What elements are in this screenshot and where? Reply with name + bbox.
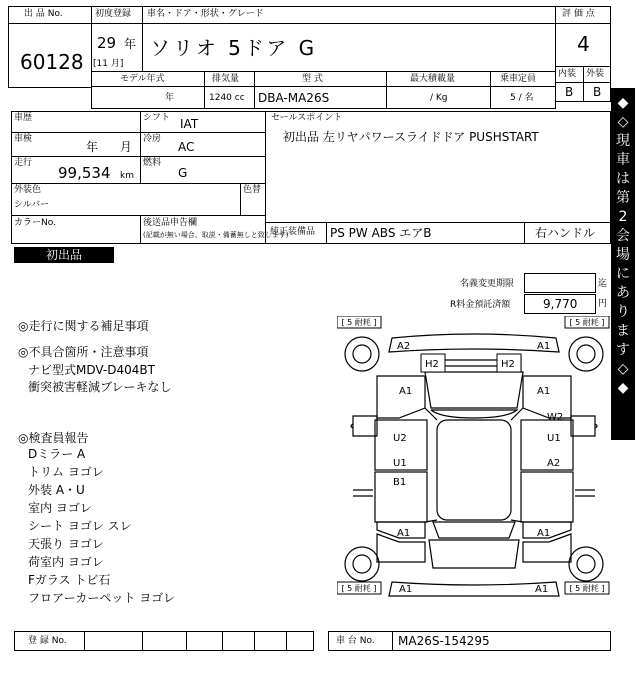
lot-label: 出 品 No. [24,9,63,19]
color-no-label: カラーNo. [14,218,56,228]
year-unit: 年 [124,37,137,51]
defect-item: ナビ型式MDV-D404BT [28,363,155,377]
recycle-label: R料金預託済額 [450,300,511,310]
first-listing-badge-text: 初出品 [46,248,83,262]
displacement-label: 排気量 [212,74,240,84]
damage-mark: H2 [425,359,439,370]
type-label: 型 式 [302,74,323,84]
exterior-label: 外装 [586,69,605,79]
displacement: 1240 cc [209,93,245,103]
damage-mark: A1 [537,528,551,539]
ac-value: AC [178,140,195,154]
damage-mark: U2 [393,433,407,444]
chassis-number: MA26S-154295 [398,634,490,648]
name-change-field [524,273,596,293]
aftermarket-note: (記載が無い場合、取説・備蓄無しと致します) [143,231,289,239]
inspector-item: トリム ヨゴレ [28,465,104,479]
mileage-value: 99,534 [58,164,111,182]
tire-tread-rear-right: [ 5 耐耗 ] [569,584,605,593]
damage-mark: A1 [397,528,411,539]
name-change-label: 名義変更期限 [460,279,515,289]
sales-point-label: セールスポイント [271,113,343,123]
damage-mark: W2 [547,412,564,423]
fuel-label: 燃料 [143,158,162,168]
recycle-unit: 円 [598,299,608,309]
model-name: ソリオ 5ドア G [150,36,318,60]
fuel-value: G [178,166,188,180]
tire-tread-front-left: [ 5 耐耗 ] [341,318,377,327]
model-type: DBA-MA26S [258,91,330,105]
capacity-label: 乗車定員 [500,74,537,84]
mileage-unit: km [120,171,134,181]
damage-mark: A1 [537,386,551,397]
inspector-item: フロアーカーペット ヨゴレ [28,591,176,605]
inspection-label: 車検 [14,134,33,144]
damage-mark: A1 [399,386,413,397]
first-reg-label: 初度登録 [95,9,132,19]
model-year-unit: 年 [165,93,175,103]
inspector-item: 天張り ヨゴレ [28,537,104,551]
shift-value: IAT [180,117,199,131]
inspection-value: 年 月 [86,140,132,154]
model-title-label: 車名・ドア・形状・グレード [147,9,264,19]
name-change-unit: 迄 [598,279,608,289]
equipment-label: 純正装備品 [270,227,316,237]
interior-grade: B [565,85,574,99]
tire-tread-front-right: [ 5 耐耗 ] [569,318,605,327]
damage-mark: A2 [547,458,561,469]
rating-value: 4 [577,32,590,56]
era-year: 29 [97,34,117,52]
shift-label: シフト [143,113,171,123]
ext-color-label: 外装色 [14,185,42,195]
color-change-label: 色替 [243,185,262,195]
inspector-title: ◎検査員報告 [18,431,89,445]
inspector-item: 荷室内 ヨゴレ [28,555,104,569]
damage-mark: U1 [393,458,407,469]
damage-mark: A1 [535,584,549,595]
recycle-value: 9,770 [543,297,578,311]
damage-mark: H2 [501,359,515,370]
damage-mark: A1 [399,584,413,595]
inspector-item: 外装 A・U [28,483,85,497]
inspector-item: 室内 ヨゴレ [28,501,92,515]
lot-number: 60128 [20,50,84,74]
equipment-value: PS PW ABS エアB [330,226,432,240]
exterior-grade: B [593,85,602,99]
inspector-item: Dミラー A [28,447,86,461]
defects-title: ◎不具合箇所・注意事項 [18,345,149,359]
damage-mark: A2 [397,341,411,352]
model-year-label: モデル年式 [120,74,165,84]
inspector-item: シート ヨゴレ スレ [28,519,132,533]
inspector-item: Fガラス トビ石 [28,573,111,587]
defect-item: 衝突被害軽減ブレーキなし [28,380,172,394]
side-banner-text: ◆◇現車は第2会場にあります◇◆ [616,95,630,396]
capacity: 5 / 名 [510,93,534,103]
interior-label: 内装 [558,69,577,79]
aftermarket-label: 後送品申告欄 [143,218,198,228]
damage-mark: U1 [547,433,561,444]
registration-label: 登 録 No. [28,636,67,646]
reg-month: [11 月] [93,59,124,69]
damage-mark: A1 [537,341,551,352]
max-load-label: 最大積載量 [410,74,456,84]
steering-value: 右ハンドル [535,226,596,240]
sales-point-text: 初出品 左リヤパワースライドドア PUSHSTART [283,130,539,144]
driving-notes-title: ◎走行に関する補足事項 [18,319,149,333]
tire-tread-rear-left: [ 5 耐耗 ] [341,584,377,593]
ext-color-value: シルバー [14,200,50,210]
damage-diagram [337,316,611,604]
mileage-label: 走行 [14,158,33,168]
rating-label: 評 価 点 [562,9,595,19]
damage-mark: B1 [393,477,407,488]
history-label: 車歴 [14,113,33,123]
chassis-label: 車 台 No. [336,636,375,646]
ac-label: 冷房 [143,134,162,144]
max-load: / Kg [430,93,448,103]
